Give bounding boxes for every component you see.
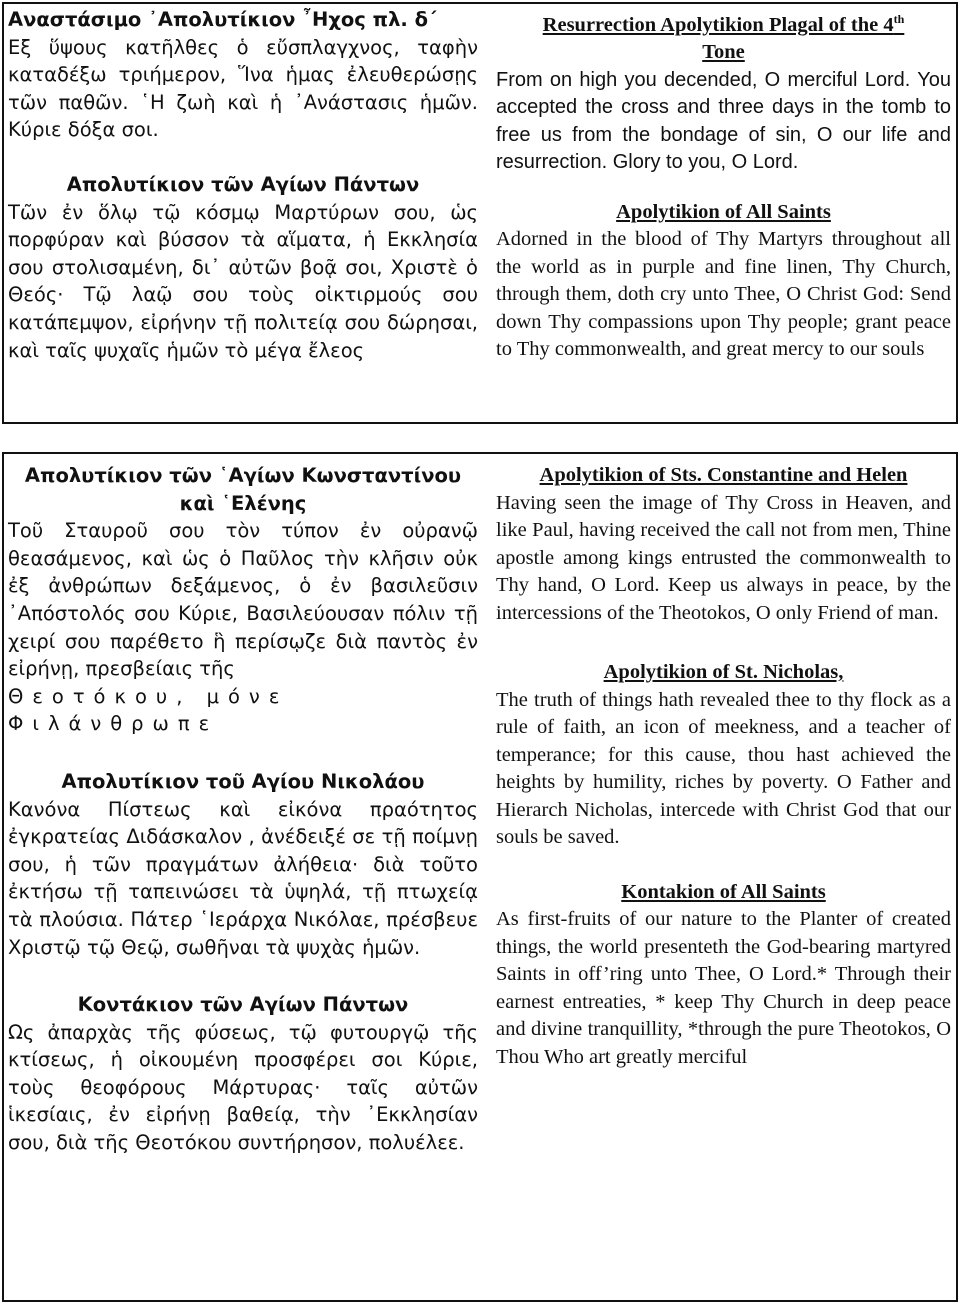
constantine-helen-english-title: Apolytikion of Sts. Constantine and Helen — [539, 464, 908, 486]
constantine-helen-english-text: Having seen the image of Thy Cross in Heaven, and like Paul, having received the call not from men, Thine apostle among kings entrusted the commonwealth to Thy hand, O Lord. Keep us always in peace, by the intercessions of the Theotokos, O only Friend of man. — [496, 491, 951, 624]
all-saints-kontakion-english-title: Kontakion of All Saints — [621, 880, 826, 903]
resurrection-title-main: Resurrection Apolytikion Plagal of the 4 — [542, 13, 894, 36]
top-left-greek-column — [8, 6, 478, 364]
resurrection-apolytikion-english-title — [496, 6, 951, 67]
nicholas-apolytikion-english-title: Apolytikion of St. Nicholas, — [603, 661, 844, 683]
resurrection-title-end: Tone — [702, 41, 745, 64]
constantine-helen-greek-title: Απολυτίκιον τῶν ῾Αγίων Κωνσταντίνου καὶ ῾Ελένης — [24, 464, 462, 515]
constantine-helen-greek-text-end: Θεοτόκου, μόνε Φιλάνθρωπε — [8, 684, 289, 736]
nicholas-apolytikion-greek-text: Κανόνα Πίστεως καὶ εἰκόνα πραότητος ἐγκρατείας Διδάσκαλον , ἀνέδειξέ σε τῇ ποίμνῃ σου, ἡ τῶν πραγμάτων ἀλήθεια· διὰ τοῦτο ἐκτήσω τῇ ταπεινώσει τὰ ὑψηλά, τῇ πτωχείᾳ τὰ πλούσια. Πάτερ ῾Ιεράρχα Νικόλαε, πρέσβευε Χριστῷ τῷ Θεῷ, σωθῆναι τὰ ψυχὰς ἡμῶν. — [8, 797, 478, 959]
all-saints-kontakion-english-text: As first-fruits of our nature to the Planter of created things, the world presenteth the God-bearing martyred Saints in off’ring unto Thee, O Lord.* Through their earnest entreaties, * keep Thy Church in deep peace and divine tranquillity, *through the pure Theotokos, O Thou Who art greatly merciful — [496, 908, 951, 1068]
resurrection-apolytikion-english-text: From on high you decended, O merciful Lord. You accepted the cross and three days in the tomb to free us from the bondage of sin, O our life and resurrection. Glory to you, O Lord. — [496, 68, 951, 174]
resurrection-apolytikion-greek-text: Εξ ὕψους κατῆλθες ὁ εὔσπλαγχνος, ταφὴν καταδέξω τριήμερον, Ἵνα ἡμας ἐλευθερώσῃς τῶν παθῶν. ῾Η ζωὴ καὶ ἡ ᾿Ανάστασις ἡμῶν. Κύριε δόξα σοι. — [8, 35, 478, 142]
all-saints-apolytikion-english-title: Apolytikion of All Saints — [616, 200, 831, 223]
nicholas-apolytikion-english-text: The truth of things hath revealed thee to thy flock as a rule of faith, an icon of meekness, and a teacher of temperance; for this cause, thou hast achieved the heights by humility, riches by poverty. O Father and Hierarch Nicholas, intercede with Christ God that our souls be saved. — [496, 688, 951, 848]
top-right-english-column — [496, 6, 951, 364]
nicholas-apolytikion-greek-title: Απολυτίκιον τοῦ Αγίου Νικολάου — [61, 769, 425, 793]
all-saints-apolytikion-greek-text: Τῶν ἐν ὅλῳ τῷ κόσμῳ Μαρτύρων σου, ὡς πορφύραν καὶ βύσσον τὰ αἵματα, ἡ Εκκλησία σου στολισαμένη, δι᾿ αὐτῶν βοᾷ σοι, Χριστὲ ὁ Θεός· Τῷ λαῷ σου τοὺς οἰκτιρμούς σου κατάπεμψον, εἰρήνην τῇ πολιτείᾳ σου δώρησαι, καὶ ταῖς ψυχαῖς ἡμῶν τὸ μέγα ἔλεος — [8, 200, 478, 362]
all-saints-kontakion-greek-text: Ως ἀπαρχὰς τῆς φύσεως, τῷ φυτουργῷ τῆς κτίσεως, ἡ οἰκουμένη προσφέρει σοι Κύριε, τοὺς θεοφόρους Μάρτυρας· ταῖς αὐτῶν ἱκεσίαις, ἐν εἰρήνῃ βαθείᾳ, τὴν ᾿Εκκλησίαν σου, διὰ τῆς Θεοτόκου συντήρησον, πολυέλεε. — [8, 1020, 478, 1155]
constantine-helen-greek-text: Τοῦ Σταυροῦ σου τὸν τύπον ἐν οὐρανῷ θεασάμενος, καὶ ὡς ὁ Παῦλος τὴν κλῆσιν οὐκ ἐξ ἀνθρώπων δεξάμενος, ὁ ἐν βασιλεῦσιν ᾿Απόστολός σου Κύριε, Βασιλεύουσαν πόλιν τῇ χειρί σου παρέθετο ἣ περίσῳζε διὰ παντὸς ἐν εἰρήνῃ, πρεσβείαις τῆς — [8, 519, 478, 681]
all-saints-kontakion-greek-title: Κοντάκιον τῶν Αγίων Πάντων — [77, 993, 409, 1017]
bottom-left-greek-column — [8, 462, 478, 1157]
bottom-right-english-column — [496, 462, 951, 1071]
resurrection-apolytikion-greek-heading: Αναστάσιμο ᾿Απολυτίκιον ῏Ηχος πλ. δ΄ — [8, 8, 437, 31]
all-saints-apolytikion-greek-title: Απολυτίκιον τῶν Αγίων Πάντων — [66, 172, 420, 196]
all-saints-apolytikion-english-text: Adorned in the blood of Thy Martyrs throughout all the world as in purple and fine linen, Thy Church, through them, doth cry unto Thee, O Christ God: Send down Thy compassions upon Thy people; grant peace to Thy commonwealth, and great mercy to our souls — [496, 228, 951, 361]
resurrection-title-sup: th — [893, 12, 905, 26]
